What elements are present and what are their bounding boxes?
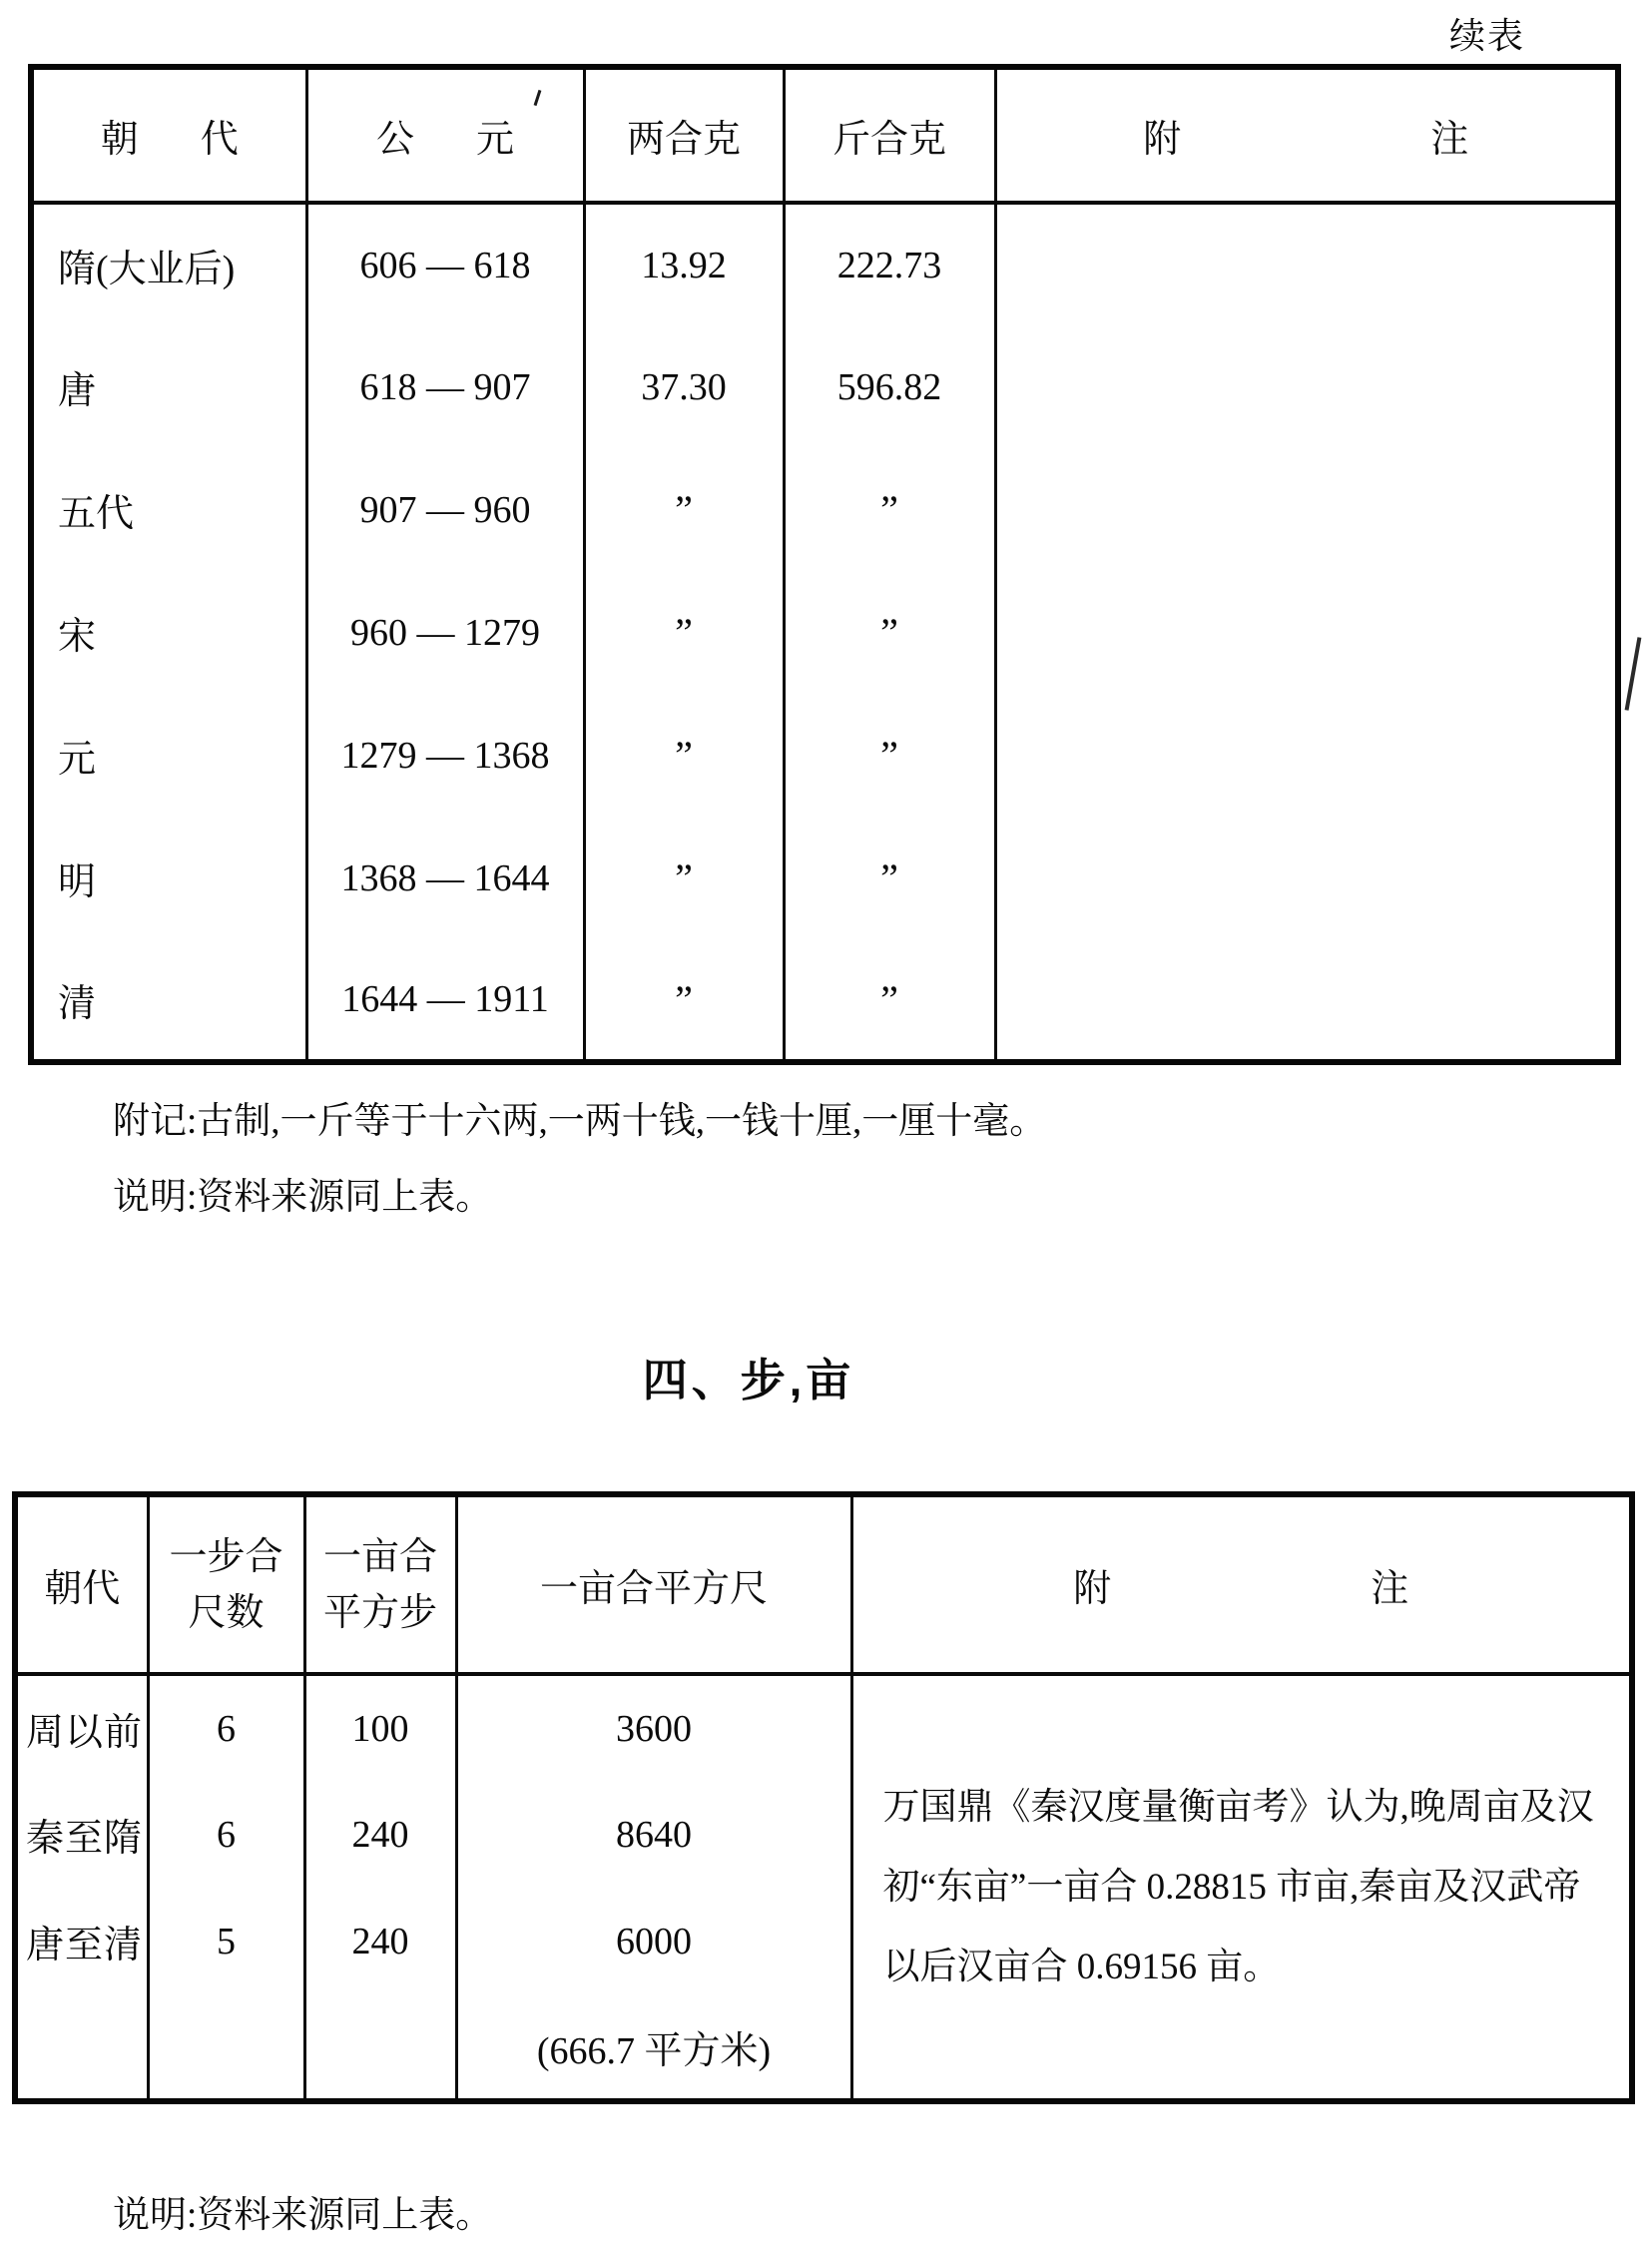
table1-header-jin-grams: 斤合克 [784, 67, 995, 203]
merged-annotation-cell: 万国鼎《秦汉度量衡亩考》认为,晚周亩及汉初“东亩”一亩合 0.28815 市亩,秦亩及汉武帝以后汉亩合 0.69156 亩。 [851, 1674, 1632, 2101]
ditto-mark: ” [584, 448, 784, 571]
ditto-mark: ” [784, 448, 995, 571]
dynasty-cell: 元 [31, 694, 306, 817]
years-cell: 1368 — 1644 [306, 817, 584, 939]
chi-cell: 6 [148, 1781, 304, 1888]
note-cell [995, 939, 1618, 1062]
header-text: 公 [375, 119, 414, 161]
header-text: 一亩合 [322, 1535, 437, 1578]
dynasty-cell [15, 1994, 148, 2101]
table2-header-dynasty: 朝代 [15, 1494, 148, 1674]
ditto-mark: ” [784, 571, 995, 694]
ditto-mark: ” [584, 817, 784, 939]
header-text: 附 [1073, 1568, 1112, 1610]
table2-header-note [851, 1494, 1632, 1674]
header-text: 代 [200, 119, 239, 161]
table1-footnotes [113, 1084, 1046, 1236]
header-text: 平方步 [322, 1591, 437, 1634]
note-cell [995, 571, 1618, 694]
dynasty-cell: 明 [31, 817, 306, 939]
header-text: 朝 [100, 119, 139, 161]
dynasty-cell: 唐至清 [15, 1888, 148, 1994]
table1-header-liang-grams: 两合克 [584, 67, 784, 203]
dynasty-cell: 秦至隋 [15, 1781, 148, 1888]
table2-footnote: 说明:资料来源同上表。 [113, 2195, 493, 2236]
header-text: 元 [476, 119, 515, 161]
table1-header-row [31, 67, 1618, 203]
table-row [31, 325, 1618, 448]
table1-header-note [995, 67, 1618, 203]
sqchi-cell: 6000 [456, 1888, 851, 1994]
table-row [15, 1674, 1632, 1781]
dynasty-cell: 宋 [31, 571, 306, 694]
jin-cell: 222.73 [784, 203, 995, 325]
header-text: 一步合 [169, 1535, 283, 1578]
table2-header-chi-per-bu [148, 1494, 304, 1674]
liang-cell: 13.92 [584, 203, 784, 325]
area-units-table [12, 1491, 1635, 2104]
sqbu-cell: 240 [304, 1781, 456, 1888]
pen-mark-artifact [1625, 637, 1642, 711]
table2-header-sqchi-per-mu: 一亩合平方尺 [456, 1494, 851, 1674]
chi-cell: 5 [148, 1888, 304, 1994]
table-row [31, 939, 1618, 1062]
dynasty-cell: 隋(大业后) [31, 203, 306, 325]
liang-cell: 37.30 [584, 325, 784, 448]
header-text: 注 [1371, 1568, 1409, 1610]
dynasty-cell: 唐 [31, 325, 306, 448]
table-row [31, 817, 1618, 939]
chi-cell [148, 1994, 304, 2101]
table-row [31, 203, 1618, 325]
table-row [31, 694, 1618, 817]
table2-header-row [15, 1494, 1632, 1674]
chi-cell: 6 [148, 1674, 304, 1781]
sqchi-cell: 8640 [456, 1781, 851, 1888]
header-text: 尺数 [188, 1591, 265, 1634]
sqchi-cell: 3600 [456, 1674, 851, 1781]
table-row [31, 571, 1618, 694]
ditto-mark: ” [584, 939, 784, 1062]
ditto-mark: ” [584, 694, 784, 817]
footnote-line: 说明:资料来源同上表。 [113, 1177, 493, 1218]
years-cell: 606 — 618 [306, 203, 584, 325]
ditto-mark: ” [784, 694, 995, 817]
table-row [31, 448, 1618, 571]
footnote-line: 附记:古制,一斤等于十六两,一两十钱,一钱十厘,一厘十毫。 [113, 1101, 1047, 1142]
header-text: 注 [1430, 119, 1469, 161]
dynasty-cell: 清 [31, 939, 306, 1062]
ditto-mark: ” [584, 571, 784, 694]
note-cell [995, 448, 1618, 571]
table2-header-sqbu-per-mu [304, 1494, 456, 1674]
table1-header-year [306, 67, 584, 203]
sqbu-cell [304, 1994, 456, 2101]
table1-header-dynasty [31, 67, 306, 203]
jin-cell: 596.82 [784, 325, 995, 448]
section-title: 四、步,亩 [642, 1355, 855, 1405]
continued-table-label: 续表 [1449, 16, 1526, 56]
years-cell: 960 — 1279 [306, 571, 584, 694]
years-cell: 907 — 960 [306, 448, 584, 571]
sqbu-cell: 240 [304, 1888, 456, 1994]
note-cell [995, 694, 1618, 817]
weights-conversion-table [28, 64, 1621, 1065]
dynasty-cell: 周以前 [15, 1674, 148, 1781]
dynasty-cell: 五代 [31, 448, 306, 571]
sqbu-cell: 100 [304, 1674, 456, 1781]
ditto-mark: ” [784, 817, 995, 939]
years-cell: 1644 — 1911 [306, 939, 584, 1062]
ditto-mark: ” [784, 939, 995, 1062]
years-cell: 1279 — 1368 [306, 694, 584, 817]
note-cell [995, 817, 1618, 939]
years-cell: 618 — 907 [306, 325, 584, 448]
sqchi-cell: (666.7 平方米) [456, 1994, 851, 2101]
note-cell [995, 325, 1618, 448]
header-text: 附 [1143, 119, 1182, 161]
note-cell [995, 203, 1618, 325]
